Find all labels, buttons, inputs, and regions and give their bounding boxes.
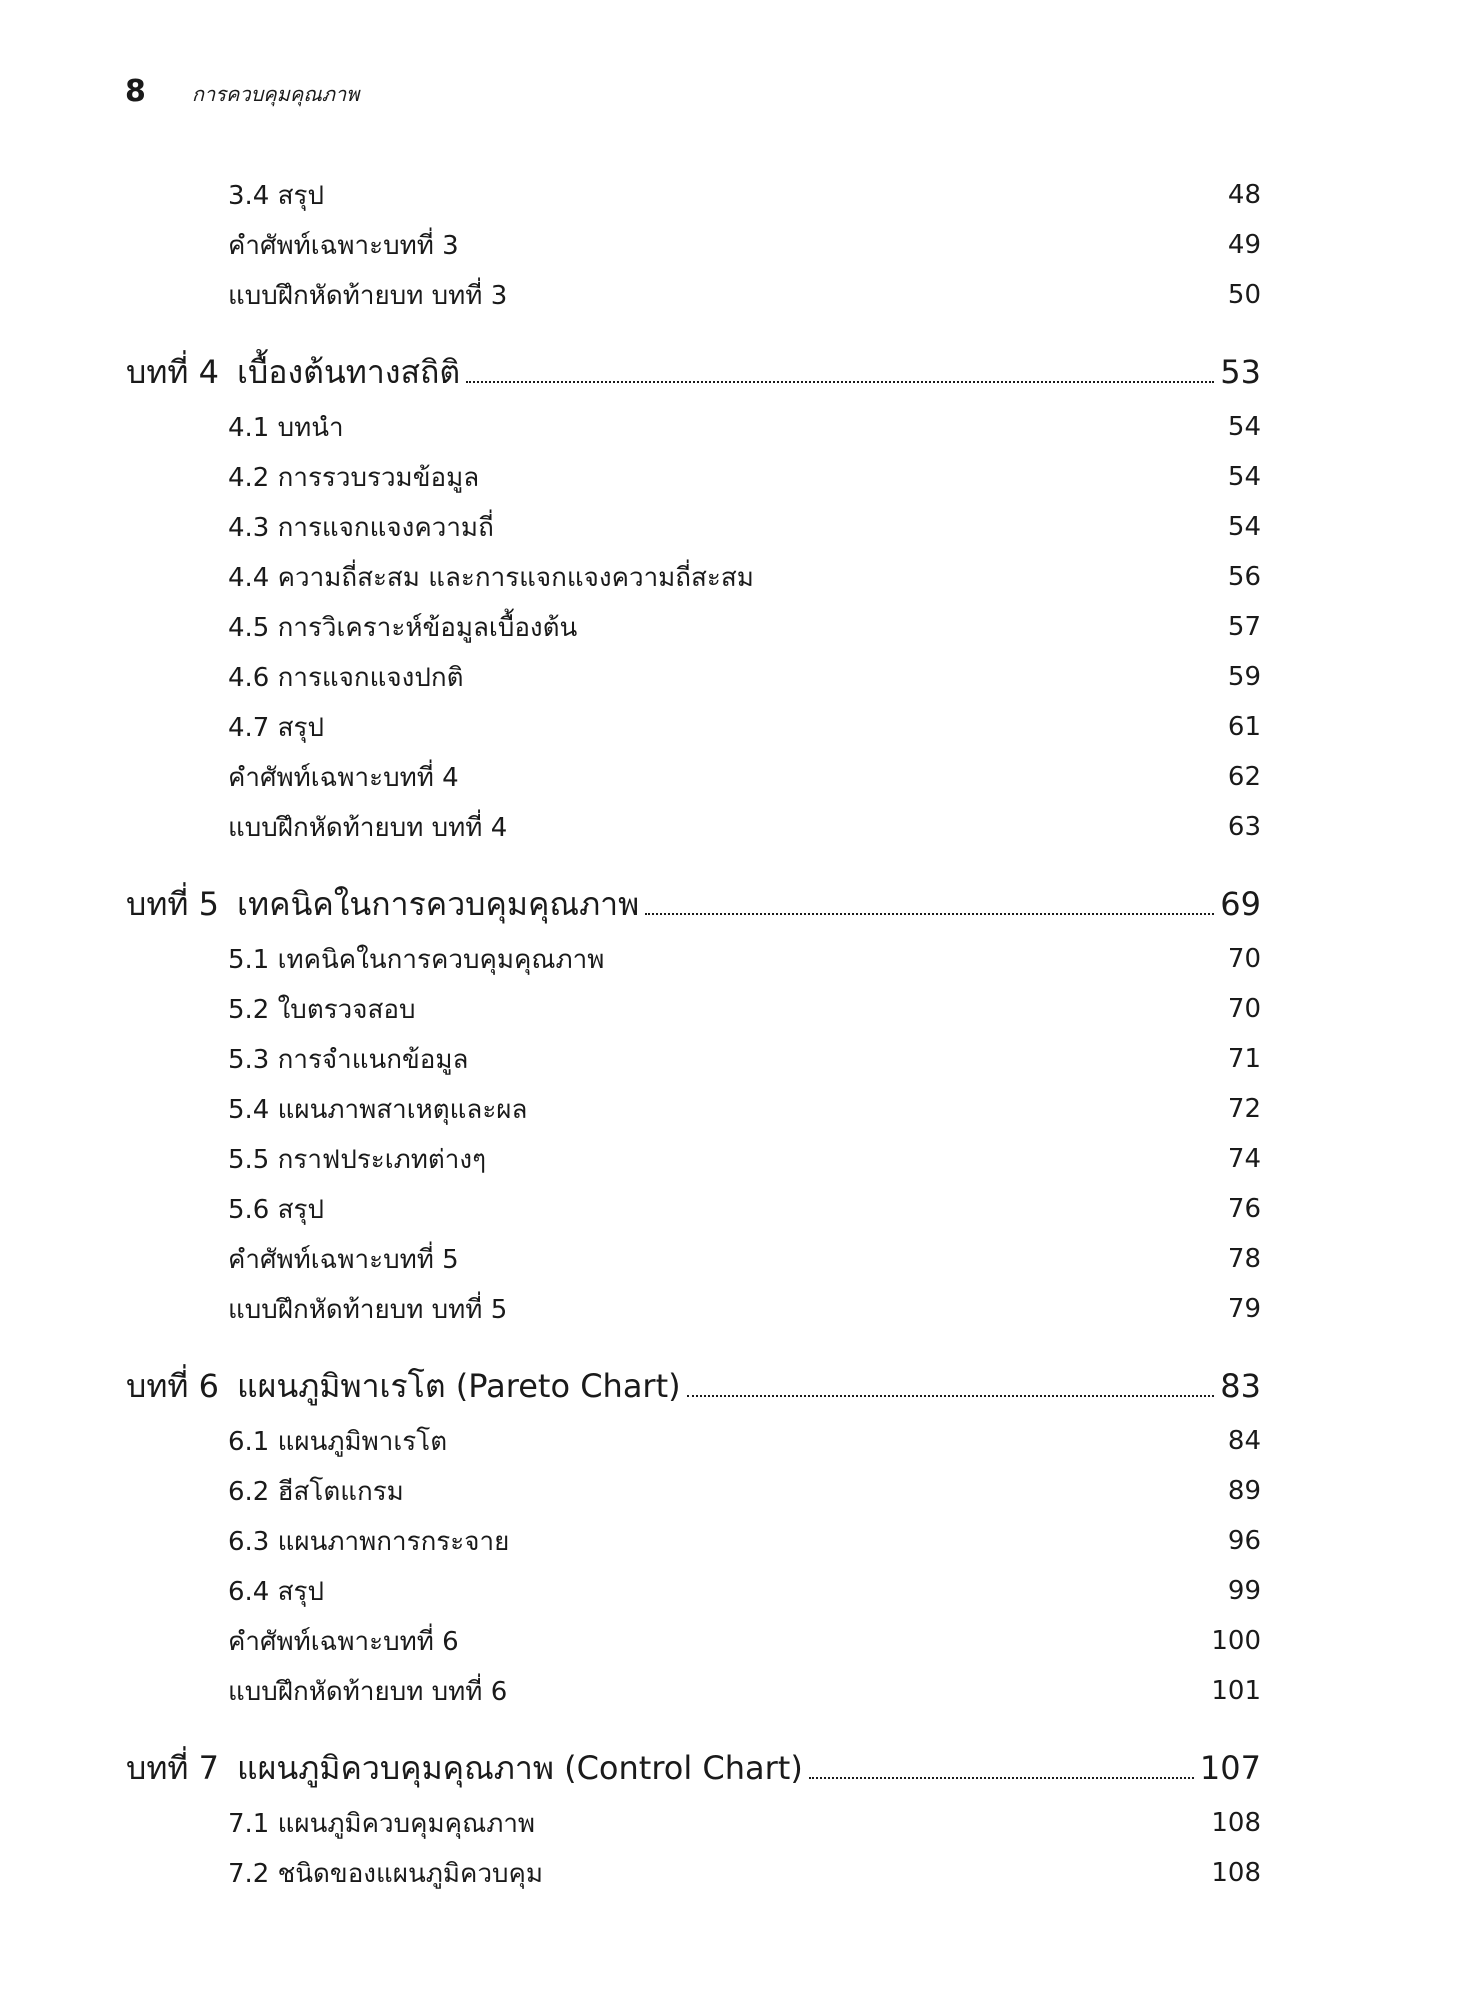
toc-entry[interactable] bbox=[0, 1516, 1457, 1566]
dotted-leader bbox=[687, 1395, 1215, 1397]
dotted-leader bbox=[466, 381, 1214, 383]
chapter-title: แผนภูมิควบคุมคุณภาพ (Control Chart) bbox=[237, 1743, 809, 1794]
toc-entry-page: 108 bbox=[1211, 1858, 1261, 1888]
toc-entry-page: 70 bbox=[1227, 994, 1261, 1024]
toc-entry-page: 78 bbox=[1227, 1244, 1261, 1274]
toc-entry-title: 3.4 สรุป bbox=[228, 180, 324, 211]
chapter-title: แผนภูมิพาเรโต (Pareto Chart) bbox=[237, 1361, 687, 1412]
toc-entry[interactable] bbox=[0, 1034, 1457, 1084]
toc-entry[interactable] bbox=[0, 934, 1457, 984]
toc-entry-page: 54 bbox=[1227, 512, 1261, 542]
toc-entry[interactable] bbox=[0, 1134, 1457, 1184]
toc-entry[interactable] bbox=[0, 984, 1457, 1034]
toc-entry[interactable] bbox=[0, 1666, 1457, 1716]
toc-entry-title: 5.2 ใบตรวจสอบ bbox=[228, 994, 416, 1025]
toc-entry-title: 7.2 ชนิดของแผนภูมิควบคุม bbox=[228, 1858, 544, 1889]
toc-entry[interactable] bbox=[0, 552, 1457, 602]
toc-entry[interactable] bbox=[0, 1184, 1457, 1234]
toc-entry-title: 4.3 การแจกแจงความถี่ bbox=[228, 512, 494, 543]
toc-entry-title: 6.2 ฮีสโตแกรม bbox=[228, 1476, 404, 1507]
toc-entry-title: 4.5 การวิเคราะห์ข้อมูลเบื้องต้น bbox=[228, 612, 578, 643]
toc-entry-title: 7.1 แผนภูมิควบคุมคุณภาพ bbox=[228, 1808, 536, 1839]
chapter-page: 83 bbox=[1214, 1367, 1261, 1405]
toc-entry-page: 89 bbox=[1227, 1476, 1261, 1506]
toc-entry-page: 62 bbox=[1227, 762, 1261, 792]
chapter-label: บทที่ 6 bbox=[126, 1361, 223, 1412]
toc-entry-page: 50 bbox=[1227, 280, 1261, 310]
toc-entry-page: 99 bbox=[1227, 1576, 1261, 1606]
chapter-label: บทที่ 4 bbox=[126, 347, 223, 398]
toc-entry[interactable] bbox=[0, 170, 1457, 220]
toc-entry-page: 56 bbox=[1227, 562, 1261, 592]
page-header bbox=[125, 74, 359, 110]
toc-entry[interactable] bbox=[0, 1848, 1457, 1898]
toc-entry-title: 4.1 บทนำ bbox=[228, 412, 344, 443]
toc-entry-page: 71 bbox=[1227, 1044, 1261, 1074]
toc-entry[interactable] bbox=[0, 652, 1457, 702]
running-title: การควบคุมคุณภาพ bbox=[191, 82, 360, 106]
toc-entry-title: 4.6 การแจกแจงปกติ bbox=[228, 662, 464, 693]
toc-entry-page: 54 bbox=[1227, 412, 1261, 442]
toc-entry[interactable] bbox=[0, 802, 1457, 852]
toc-entry[interactable] bbox=[0, 402, 1457, 452]
toc-entry-title: 4.4 ความถี่สะสม และการแจกแจงความถี่สะสม bbox=[228, 562, 754, 593]
toc-chapter-4[interactable] bbox=[0, 342, 1457, 402]
toc-entry[interactable] bbox=[0, 270, 1457, 320]
toc-chapter-7[interactable] bbox=[0, 1738, 1457, 1798]
chapter-page: 107 bbox=[1194, 1749, 1261, 1787]
toc-entry-title: 6.3 แผนภาพการกระจาย bbox=[228, 1526, 510, 1557]
dotted-leader bbox=[809, 1777, 1194, 1779]
toc-entry[interactable] bbox=[0, 502, 1457, 552]
toc-entry-title: 6.1 แผนภูมิพาเรโต bbox=[228, 1426, 448, 1457]
toc-entry-title: 4.2 การรวบรวมข้อมูล bbox=[228, 462, 480, 493]
toc-entry-title: คำศัพท์เฉพาะบทที่ 3 bbox=[228, 230, 459, 261]
toc-entry-page: 49 bbox=[1227, 230, 1261, 260]
toc-entry-title: 5.5 กราฟประเภทต่างๆ bbox=[228, 1144, 487, 1175]
toc-chapter-6[interactable] bbox=[0, 1356, 1457, 1416]
chapter-page: 69 bbox=[1214, 885, 1261, 923]
toc-entry-title: คำศัพท์เฉพาะบทที่ 6 bbox=[228, 1626, 459, 1657]
toc-entry-page: 48 bbox=[1227, 180, 1261, 210]
dotted-leader bbox=[645, 913, 1214, 915]
toc-entry[interactable] bbox=[0, 602, 1457, 652]
toc-entry-title: แบบฝึกหัดท้ายบท บทที่ 4 bbox=[228, 812, 508, 843]
toc-entry[interactable] bbox=[0, 220, 1457, 270]
chapter-title: เบื้องต้นทางสถิติ bbox=[237, 347, 466, 398]
chapter-page: 53 bbox=[1214, 353, 1261, 391]
toc-entry-page: 54 bbox=[1227, 462, 1261, 492]
toc-entry-page: 84 bbox=[1227, 1426, 1261, 1456]
toc-entry-page: 74 bbox=[1227, 1144, 1261, 1174]
toc-entry[interactable] bbox=[0, 702, 1457, 752]
toc-entry-page: 79 bbox=[1227, 1294, 1261, 1324]
toc-entry-page: 96 bbox=[1227, 1526, 1261, 1556]
toc-entry-page: 108 bbox=[1211, 1808, 1261, 1838]
toc-entry[interactable] bbox=[0, 1284, 1457, 1334]
chapter-label: บทที่ 7 bbox=[126, 1743, 223, 1794]
toc-entry-title: 5.4 แผนภาพสาเหตุและผล bbox=[228, 1094, 528, 1125]
toc-entry-page: 59 bbox=[1227, 662, 1261, 692]
toc-entry-title: 4.7 สรุป bbox=[228, 712, 324, 743]
toc-entry-title: แบบฝึกหัดท้ายบท บทที่ 3 bbox=[228, 280, 508, 311]
toc-entry-page: 63 bbox=[1227, 812, 1261, 842]
toc-entry-page: 100 bbox=[1211, 1626, 1261, 1656]
toc-entry-title: 5.6 สรุป bbox=[228, 1194, 324, 1225]
toc-entry-page: 70 bbox=[1227, 944, 1261, 974]
toc-entry[interactable] bbox=[0, 1466, 1457, 1516]
toc-entry[interactable] bbox=[0, 452, 1457, 502]
toc-entry[interactable] bbox=[0, 1566, 1457, 1616]
toc-entry-page: 72 bbox=[1227, 1094, 1261, 1124]
toc-chapter-5[interactable] bbox=[0, 874, 1457, 934]
toc-entry-page: 101 bbox=[1211, 1676, 1261, 1706]
toc-entry[interactable] bbox=[0, 752, 1457, 802]
toc-entry-title: แบบฝึกหัดท้ายบท บทที่ 5 bbox=[228, 1294, 508, 1325]
toc-entry[interactable] bbox=[0, 1798, 1457, 1848]
toc-entry-title: แบบฝึกหัดท้ายบท บทที่ 6 bbox=[228, 1676, 508, 1707]
table-of-contents bbox=[0, 170, 1457, 1898]
toc-entry-title: คำศัพท์เฉพาะบทที่ 4 bbox=[228, 762, 459, 793]
toc-entry[interactable] bbox=[0, 1416, 1457, 1466]
chapter-label: บทที่ 5 bbox=[126, 879, 223, 930]
toc-entry[interactable] bbox=[0, 1234, 1457, 1284]
toc-entry-page: 61 bbox=[1227, 712, 1261, 742]
toc-entry-page: 57 bbox=[1227, 612, 1261, 642]
toc-entry[interactable] bbox=[0, 1616, 1457, 1666]
toc-entry-title: 5.3 การจำแนกข้อมูล bbox=[228, 1044, 469, 1075]
toc-entry-title: คำศัพท์เฉพาะบทที่ 5 bbox=[228, 1244, 459, 1275]
page-number: 8 bbox=[125, 74, 146, 109]
chapter-title: เทคนิคในการควบคุมคุณภาพ bbox=[237, 879, 645, 930]
toc-entry[interactable] bbox=[0, 1084, 1457, 1134]
toc-entry-title: 6.4 สรุป bbox=[228, 1576, 324, 1607]
toc-entry-title: 5.1 เทคนิคในการควบคุมคุณภาพ bbox=[228, 944, 605, 975]
toc-entry-page: 76 bbox=[1227, 1194, 1261, 1224]
